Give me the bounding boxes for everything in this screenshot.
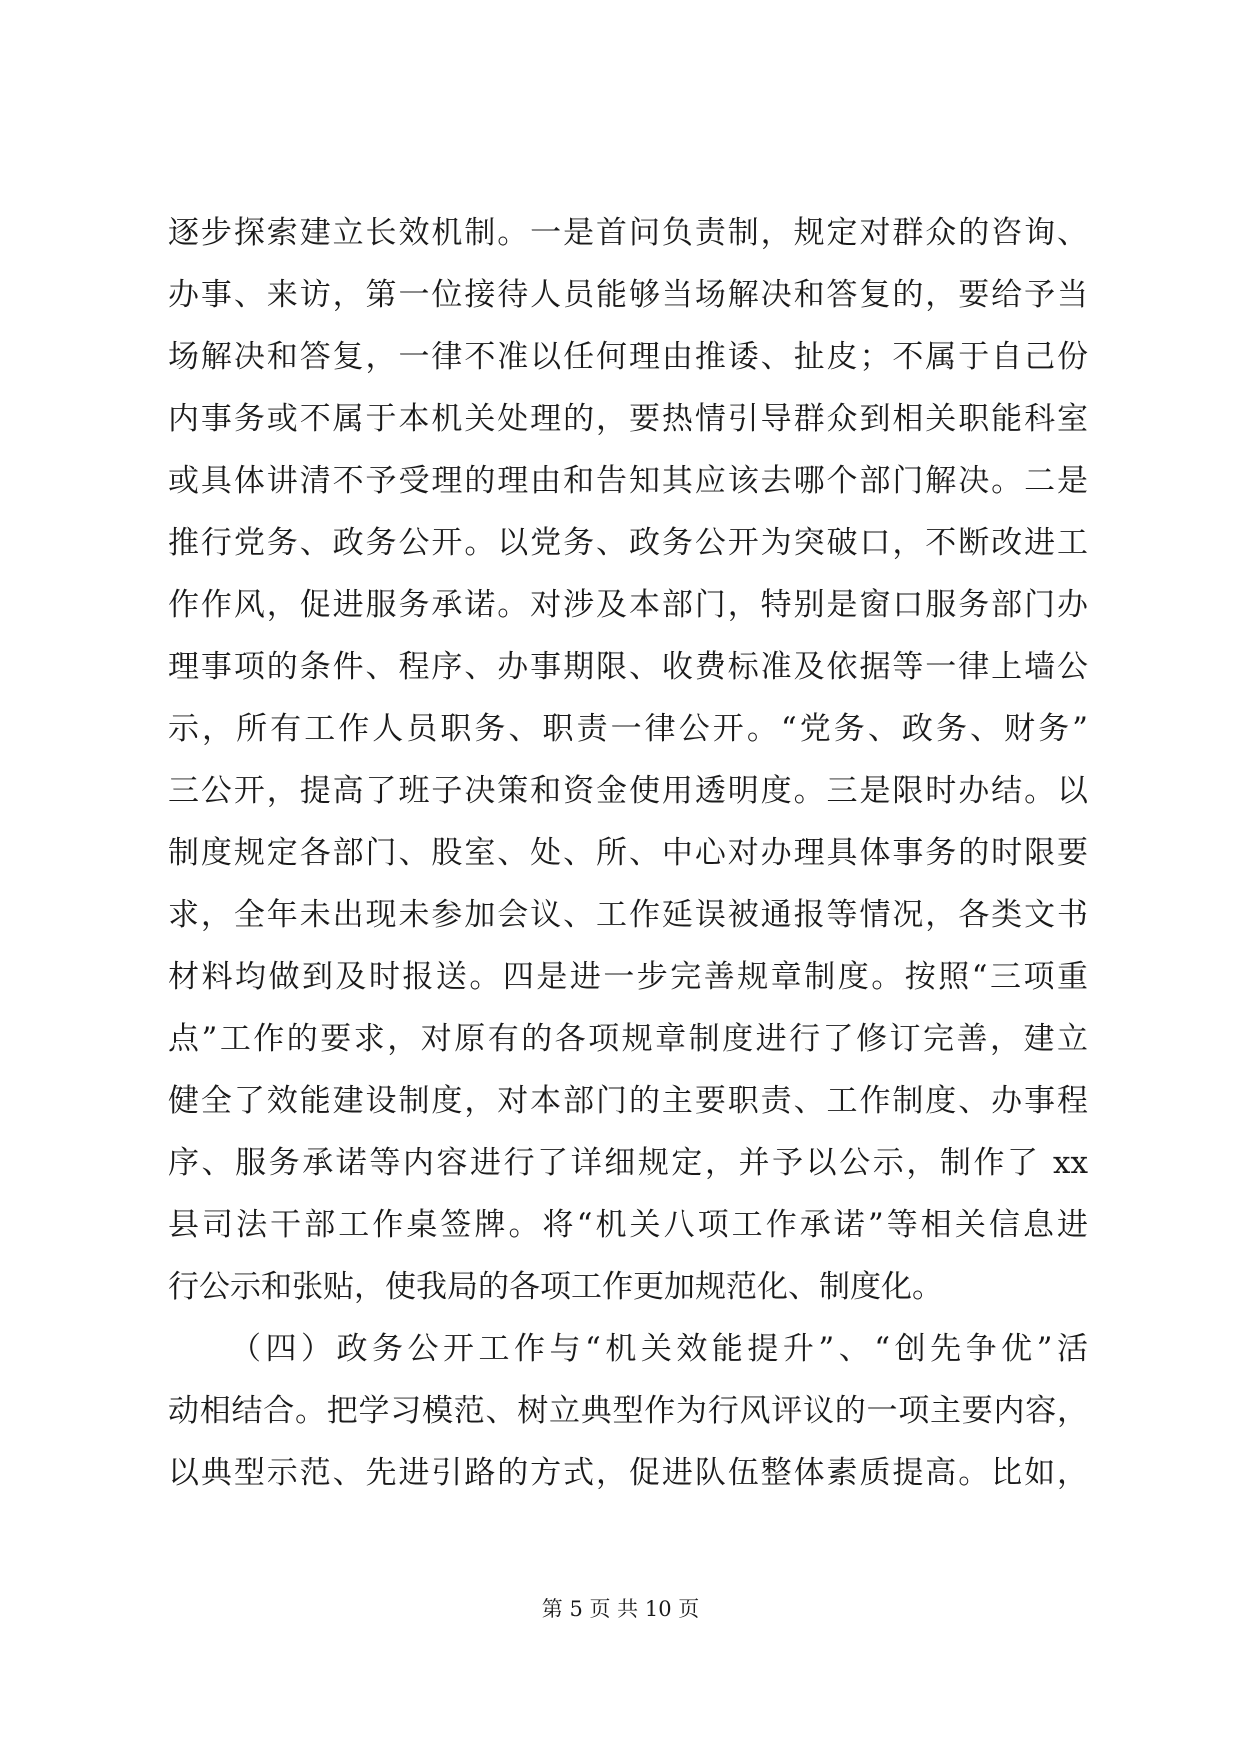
text-line: 求，全年未出现未参加会议、工作延误被通报等情况，各类文书	[168, 897, 1088, 933]
text-line: 行公示和张贴，使我局的各项工作更加规范化、制度化。	[168, 1269, 943, 1305]
text-line: 材料均做到及时报送。四是进一步完善规章制度。按照“三项重	[168, 959, 1088, 995]
text-line: 健全了效能建设制度，对本部门的主要职责、工作制度、办事程	[168, 1083, 1088, 1119]
text-line: 县司法干部工作桌签牌。将“机关八项工作承诺”等相关信息进	[168, 1207, 1088, 1243]
text-line: 场解决和答复，一律不准以任何理由推诿、扯皮；不属于自己份	[168, 339, 1088, 375]
text-line: 推行党务、政务公开。以党务、政务公开为突破口，不断改进工	[168, 525, 1088, 561]
text-line: 以典型示范、先进引路的方式，促进队伍整体素质提高。比如，	[168, 1455, 1088, 1491]
page-footer	[0, 1594, 1241, 1624]
text-line: 作作风，促进服务承诺。对涉及本部门，特别是窗口服务部门办	[168, 587, 1088, 623]
text-line: 逐步探索建立长效机制。一是首问负责制，规定对群众的咨询、	[168, 215, 1088, 251]
section-heading-line: （四）政务公开工作与“机关效能提升”、“创先争优”活	[230, 1331, 1088, 1367]
text-line: 理事项的条件、程序、办事期限、收费标准及依据等一律上墙公	[168, 649, 1088, 685]
text-line: 点”工作的要求，对原有的各项规章制度进行了修订完善，建立	[168, 1021, 1088, 1057]
text-line: 三公开，提高了班子决策和资金使用透明度。三是限时办结。以	[168, 773, 1088, 809]
text-line: 或具体讲清不予受理的理由和告知其应该去哪个部门解决。二是	[168, 463, 1088, 499]
text-line: 内事务或不属于本机关处理的，要热情引导群众到相关职能科室	[168, 401, 1088, 437]
text-line: 动相结合。把学习模范、树立典型作为行风评议的一项主要内容，	[168, 1393, 1088, 1429]
text-line: 示，所有工作人员职务、职责一律公开。“党务、政务、财务”	[168, 711, 1088, 747]
page-number: 第 5 页 共 10 页	[541, 1597, 700, 1621]
text-line: 序、服务承诺等内容进行了详细规定，并予以公示，制作了 xx	[168, 1145, 1088, 1181]
text-line: 办事、来访，第一位接待人员能够当场解决和答复的，要给予当	[168, 277, 1088, 313]
text-line: 制度规定各部门、股室、处、所、中心对办理具体事务的时限要	[168, 835, 1088, 871]
body-text	[168, 202, 1088, 1504]
